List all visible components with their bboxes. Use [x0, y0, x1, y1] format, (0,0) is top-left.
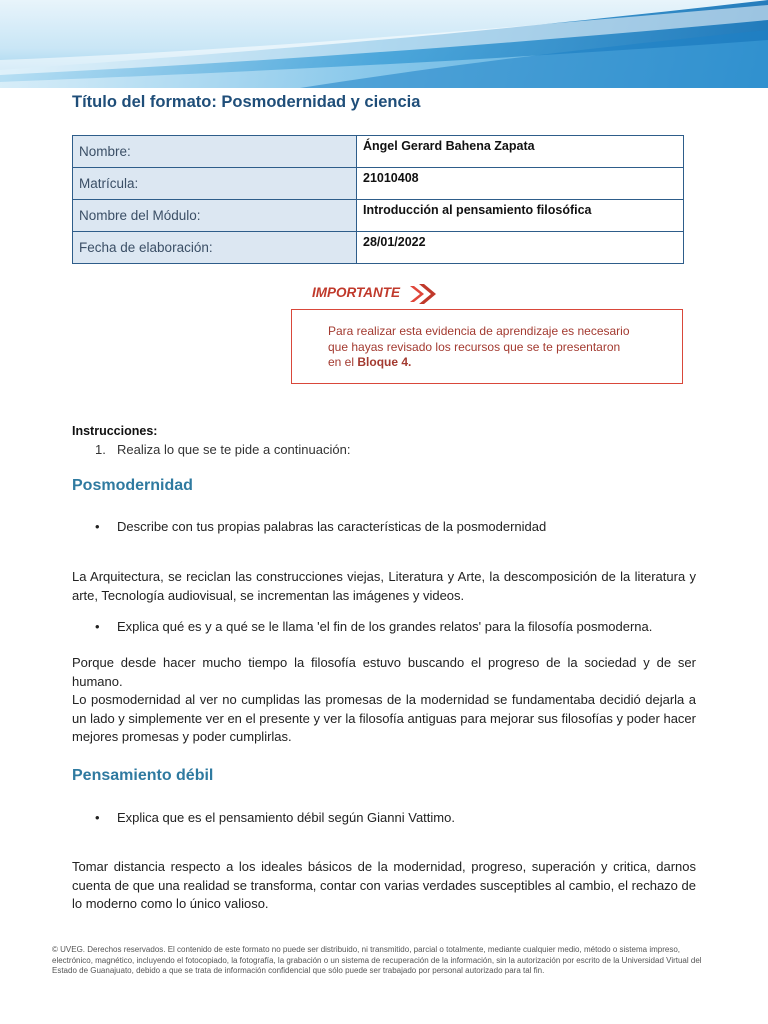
footer-copyright: © UVEG. Derechos reservados. El contenido de este formato no puede ser distribuido, ni transmitido, parcial o totalmente, mediante cualquier medio, método o sistema impreso, electrónico, magnético, incluyendo el fotocopiado, la fotografía, la grabación o un sistema de recuperación de la información, sin la autorización por escrito de la Universidad Virtual del Estado de Guanajuato, debido a que se trata de información confidencial que sólo puede ser trabajado por personal autorizado para tal fin. [52, 945, 702, 975]
bullet-text: Explica que es el pensamiento débil según Gianni Vattimo. [117, 810, 455, 825]
section-title-pensamiento-debil: Pensamiento débil [72, 767, 214, 784]
notice-line [328, 355, 668, 371]
list-item [95, 810, 455, 825]
row-value: 28/01/2022 [357, 232, 684, 264]
table-row [73, 200, 684, 232]
instructions-item [95, 442, 350, 457]
answer-paragraph: Tomar distancia respecto a los ideales básicos de la modernidad, progreso, superación y critica, darnos cuenta de que una realidad se transforma, contar con varias verdades susceptibles al cambio, el rechazo de lo moderno como lo único valioso. [72, 859, 696, 912]
notice-box [291, 309, 683, 384]
item-text: Realiza lo que se te pide a continuación: [117, 442, 351, 457]
section-title-posmodernidad: Posmodernidad [72, 477, 193, 494]
answer-line: Lo posmodernidad al ver no cumplidas las promesas de la modernidad se fundamentaba decidió dejarla a un lado y simplemente ver en el presente y ver la filosofía antiguas para mejorar sus filosofías y poder hacer mejores promesas y poder cumplirlas. [72, 692, 696, 745]
list-item [95, 619, 652, 634]
row-label: Matrícula: [73, 168, 357, 200]
bullet-text: Describe con tus propias palabras las características de la posmodernidad [117, 519, 547, 534]
notice-line: que hayas revisado los recursos que se te presentaron [328, 339, 621, 354]
notice-text [328, 324, 668, 371]
row-label: Fecha de elaboración: [73, 232, 357, 264]
double-arrow-icon [408, 282, 438, 306]
instructions-title: Instrucciones: [72, 424, 158, 438]
bullet-text: Explica qué es y a qué se le llama 'el fin de los grandes relatos' para la filosofía posmoderna. [117, 619, 653, 634]
bullet-dot: • [95, 519, 100, 534]
notice-line-prefix: en el [328, 355, 358, 369]
list-item [95, 519, 546, 534]
item-number: 1. [95, 442, 106, 457]
table-row [73, 136, 684, 168]
notice-bold-ref: Bloque 4. [357, 355, 412, 369]
row-value: Ángel Gerard Bahena Zapata [357, 136, 684, 168]
answer-paragraph: La Arquitectura, se reciclan las construcciones viejas, Literatura y Arte, la descomposición de la literatura y arte, Tecnología audiovisual, se incrementan las imágenes y videos. [72, 569, 696, 603]
bullet-dot: • [95, 619, 100, 634]
row-value: 21010408 [357, 168, 684, 200]
notice-line: Para realizar esta evidencia de aprendizaje es necesario [328, 324, 630, 338]
answer-paragraph [72, 654, 696, 747]
header-banner [0, 0, 768, 88]
answer-line: Porque desde hacer mucho tiempo la filosofía estuvo buscando el progreso de la sociedad y de ser humano. [72, 655, 696, 689]
row-value: Introducción al pensamiento filosófica [357, 200, 684, 232]
document-title: Título del formato: Posmodernidad y ciencia [72, 93, 421, 111]
bullet-dot: • [95, 810, 100, 825]
row-label: Nombre del Módulo: [73, 200, 357, 232]
header-wave-graphic [0, 0, 768, 88]
row-label: Nombre: [73, 136, 357, 168]
info-table [72, 135, 684, 264]
table-row [73, 168, 684, 200]
table-row [73, 232, 684, 264]
notice-heading: IMPORTANTE [312, 285, 401, 300]
